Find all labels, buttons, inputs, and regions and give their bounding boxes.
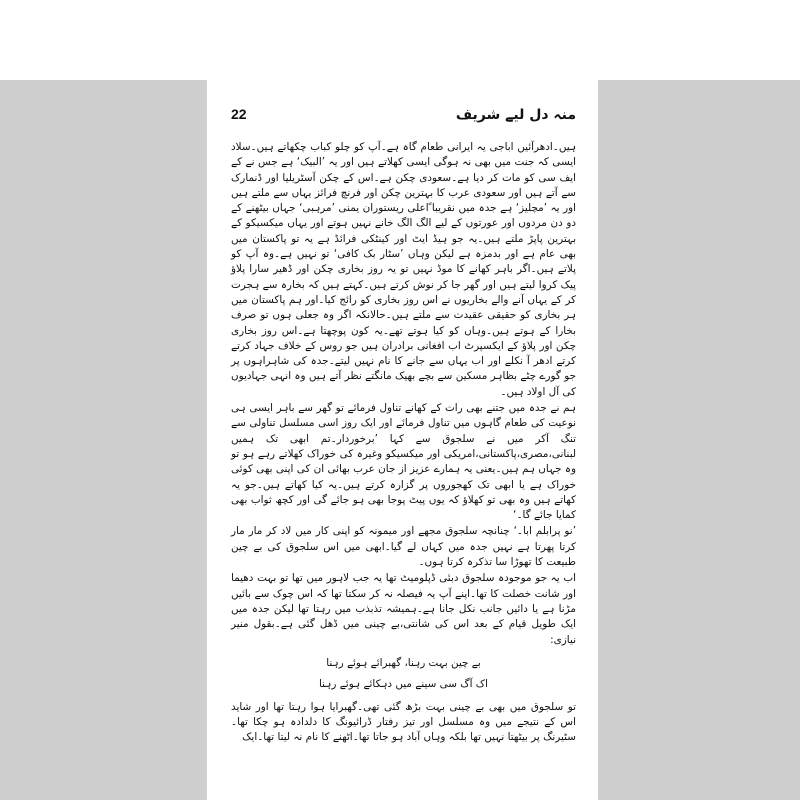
book-page xyxy=(207,80,598,800)
left-margin-background xyxy=(0,80,207,800)
poem-line-1: بے چین بہت رہنا، گھبرائے ہوئے رہنا xyxy=(326,656,481,669)
paragraph-1: ہیں۔ادھرآئیں اباجی یہ ایرانی طعام گاہ ہے۔آپ کو چلو کباب چکھاتے ہیں۔سلاد ایسی کہ جنت میں بھی نہ ہوگی ایسی کھلاتے ہیں اور یہ ’البیک‘ ہے جس نے کے ایف سی کو مات کر دیا ہے۔سعودی چکن ہے۔اس کے چکن آسٹریلیا اور ڈنمارک سے آتے ہیں اور سعودی عرب کا بہترین چکن اور فرنچ فرائز یہاں سے ملتے ہیں اور یہ ’مچلیز‘ ہے جدہ میں نقریبا ًاعلی ریستوران یمنی ’مرہبی‘ جہاں بیٹھنے کے دو دن مردوں اور عورتوں کے لیے الگ الگ خانے نہیں ہوتے اور یہاں میکسیکو کے بہترین پاپڑ ملتے ہیں۔یہ جو ہیڈ ایٹ اور کینٹکی فرائڈ ہے یہ تو پاکستان میں بھی عام ہے اور بدمزہ ہے لیکن وہاں ’سٹار بک کافی‘ تو نہیں ہے۔وہ آپ کو پلاتے ہیں۔اگر باہر کھانے کا موڈ نہیں تو یہ روز بخاری چکن اور ڈھیر سارا پلاؤ پیک کروا لیتے ہیں اور گھر جا کر نوش کرتے ہیں۔کہتے ہیں کہ بخارہ سے ہجرت کر کے یہاں آنے والے بخاریوں نے اس روز بخاری کو رائج کیا۔اور ہم پاکستان میں ہر بخاری کو حقیقی عقیدت سے ملتے ہیں۔حالانکہ اگر وہ جعلی ہوں تو صرف بخارا کے ہوتے ہیں۔وہاں کو کیا ہوتے تھے۔یہ کون پوچھتا ہے۔اس روز بخاری چکن اور پلاؤ کے ایکسپرٹ اب افغانی برادران ہیں جو روس کے خلاف جہاد کرتے کرتے ادھر آ نکلے اور اب یہاں سے جانے کا نام نہیں لیتے۔جدہ کی شاہراہوں پر جو گورے چٹے بظاہر مسکین سے بچے بھیک مانگتے نظر آتے ہیں وہ انہی جہادیوں کی آل اولاد ہیں۔ xyxy=(231,141,576,398)
page-header xyxy=(231,106,576,132)
closing-paragraph: تو سلجوق میں بھی بے چینی بہت بڑھ گئی تھی۔گھبرایا ہوا رہتا تھا اور شاید اس کے نتیجے میں وہ مسلسل اور تیز رفتار ڈرائیونگ کا دلدادہ ہو چکا تھا۔سٹیرنگ پر بیٹھتا نہیں تھا بلکہ وہاں آباد ہو جاتا تھا۔اٹھنے کا نام نہ لیتا تھا۔ایک xyxy=(231,700,576,744)
right-margin-background xyxy=(598,80,800,800)
page-body xyxy=(231,140,576,746)
paragraph-2: ہم نے جدہ میں جتنے بھی رات کے کھانے تناول فرمائے تو گھر سے باہر ایسی ہی نوعیت کی طعام گاہوں میں تناول فرمائے اور ایک روز اسی مسلسل تناولی سے تنگ آکر میں نے سلجوق سے کہا ’برخوردار۔تم ابھی تک ہمیں لبنانی،مصری،پاکستانی،امریکی اور میکسیکو وغیرہ کی خوراک کھلاتے رہے ہو تو وہ جہاں ہم ہیں۔یعنی یہ ہمارے عزیز از جان عرب بھائی ان کی اپنی بھی کوئی خوراک ہے یا ابھی تک کھجوروں پر گزارہ کرتے ہیں۔یہ کیا کھاتے ہیں۔جو یہ کھاتے ہیں وہ بھی تو کھلاؤ کہ یوں پیٹ پوجا بھی ہو جائے گی اور کچھ ثواب بھی کمایا جائے گا۔‘ xyxy=(231,402,576,522)
page-title: منہ دل لیے شریف xyxy=(455,107,576,123)
paragraph-3: ’نو پرابلم ابا۔‘ چنانچہ سلجوق مجھے اور میمونہ کو اپنی کار میں لاد کر مار مار کرتا پھرتا ہے نہیں جدہ میں کہاں لے گیا۔ابھی میں اس سلجوق کی بے چین طبیعت کا تھوڑا سا تذکرہ کرتا ہوں۔ xyxy=(231,525,576,569)
poem-couplet xyxy=(231,653,576,695)
paragraph-4: اب یہ جو موجودہ سلجوق دبئی ڈپلومیٹ تھا یہ جب لاہور میں تھا تو بہت دھیما اور شانت خصلت کا تھا۔اپنے آپ یہ فیصلہ نہ کر سکتا تھا کہ اس چوک سے بائیں مڑنا ہے یا دائیں جانب نکل جانا ہے۔ہمیشہ تذبذب میں رہتا تھا لیکن جدہ میں ایک طویل قیام کے بعد اس کی شانتی،بے چینی میں ڈھل گئی ہے۔بقول منیر نیازی: xyxy=(231,572,576,646)
poem-line-2: اک آگ سی سینے میں دہکائے ہوئے رہنا xyxy=(319,677,488,690)
page-number: 22 xyxy=(231,106,247,122)
